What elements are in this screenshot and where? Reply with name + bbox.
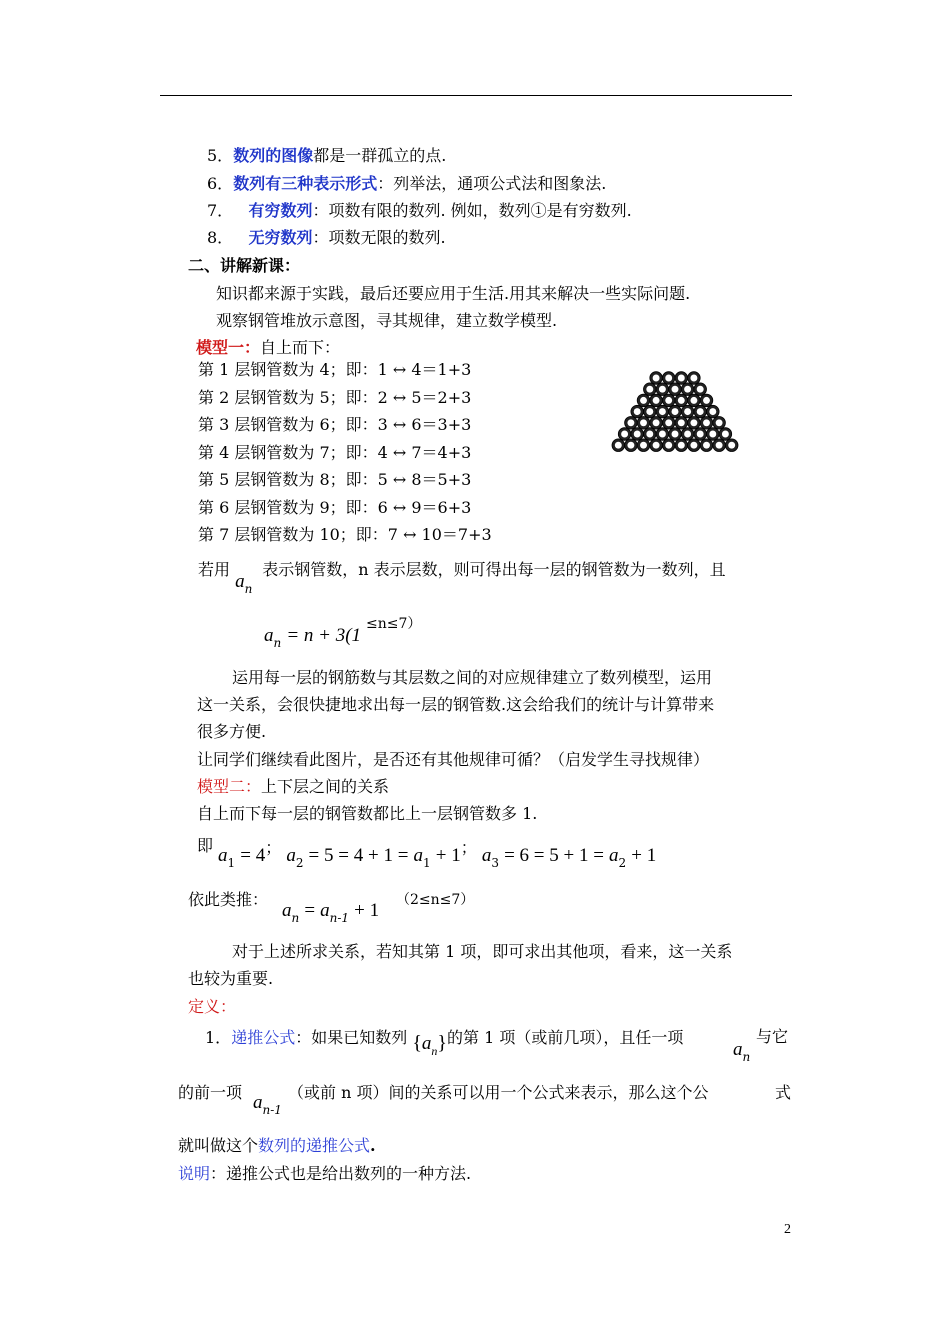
item-term: 有穷数列 [248, 201, 313, 220]
pipe-hole [684, 431, 691, 438]
model-two-desc: 自上而下每一层的钢管数都比上一层钢管数多 1. [197, 804, 538, 823]
def-a-n-1: $a_{n-1}$ [253, 1092, 282, 1117]
item-term: 无穷数列 [248, 228, 313, 247]
item-number: 5． [207, 146, 234, 165]
item-text: 都是一群孤立的点. [313, 146, 447, 165]
model-two-label-rest: 上下层之间的关系 [261, 777, 390, 796]
pipe-hole [672, 431, 679, 438]
symbol-a: a [421, 1033, 432, 1054]
item-term: 数列有三种表示形式 [233, 174, 378, 193]
page-number: 2 [784, 1222, 791, 1237]
pipe-hole [640, 442, 647, 449]
definition-line-1 [205, 1027, 684, 1058]
text: 表示钢管数，n 表示层数，则可得出每一层的钢管数为一数列，且 [262, 560, 726, 579]
symbol-a: a [282, 900, 292, 921]
pipe-hole [653, 375, 660, 382]
item-5 [207, 146, 446, 166]
pipe-hole [716, 442, 723, 449]
symbol-a: a [481, 845, 492, 866]
semicolon: ； [460, 838, 477, 857]
def-text-3: 与它 [756, 1027, 789, 1046]
model-one-para-3: 很多方便. [197, 722, 267, 741]
item-number: 8． [207, 228, 234, 247]
pipe-hole [627, 442, 634, 449]
pipe-hole [697, 408, 704, 415]
note-line [178, 1164, 471, 1184]
intro-line-2: 观察钢管堆放示意图，寻其规律，建立数学模型. [216, 311, 558, 330]
pipe-hole [659, 386, 666, 393]
recurrence-examples: $a_1 = 4$； $a_2 = 5 = 4 + 1 = a_1 + 1$； $a_3 = 6 = 5 + 1 = a_2 + 1$ [218, 838, 657, 870]
model-one-row: 第 1 层钢管数为 4；即：1 ↔ 4＝1+3 [198, 360, 472, 379]
model-one-row: 第 4 层钢管数为 7；即：4 ↔ 7＝4+3 [198, 443, 472, 462]
symbol-a: a [286, 845, 296, 866]
ji-label: 即 [197, 836, 214, 855]
section-title: 二、讲解新课： [188, 256, 301, 275]
pipe-hole [646, 408, 653, 415]
infer-label: 依此类推： [188, 890, 269, 909]
pipe-hole [672, 408, 679, 415]
symbol-a: a [320, 900, 330, 921]
pipe-hole [653, 419, 660, 426]
pipe-hole [653, 397, 660, 404]
text: ：如果已知数列 [295, 1028, 408, 1047]
symbol-a: a [264, 625, 274, 646]
text: 就叫做这个 [178, 1136, 259, 1155]
item-number: 6． [207, 174, 234, 193]
pipe-hole [678, 442, 685, 449]
pipe-hole [646, 431, 653, 438]
pipe-hole [697, 386, 704, 393]
definition-line-3 [178, 1136, 376, 1156]
symbol-sub-n: n [273, 636, 282, 650]
item-8 [207, 228, 446, 248]
plus-one: + 1 [354, 900, 380, 921]
formula-range: ≤n≤7） [366, 616, 422, 632]
model-one-heading [196, 338, 340, 358]
formula-rhs: = n + 3(1 [286, 625, 362, 646]
pipe-hole [703, 397, 710, 404]
pipe-hole [678, 419, 685, 426]
symbol-sub-n: n [244, 582, 253, 596]
model-one-para-1: 运用每一层的钢筋数与其层数之间的对应规律建立了数列模型，运用 [232, 668, 713, 687]
pipe-hole [665, 397, 672, 404]
pipe-hole [728, 442, 735, 449]
symbol-a: a [733, 1039, 743, 1060]
item-7 [207, 201, 632, 221]
pipe-hole [709, 431, 716, 438]
pipe-hole [621, 431, 628, 438]
item-text: ：列举法，通项公式法和图象法. [377, 174, 607, 193]
pipe-hole [665, 419, 672, 426]
period: . [370, 1136, 376, 1155]
pipe-hole [646, 386, 653, 393]
model-one-row: 第 7 层钢管数为 10；即：7 ↔ 10＝7+3 [198, 525, 492, 544]
infer-range: （2≤n≤7） [396, 892, 475, 908]
model-one-row: 第 3 层钢管数为 6；即：3 ↔ 6＝3+3 [198, 415, 472, 434]
model-one-label: 模型一： [196, 338, 261, 357]
model-one-use-line [198, 560, 726, 596]
pipe-hole [709, 408, 716, 415]
eq3: = 6 = 5 + 1 = [504, 845, 604, 866]
def-term-recursive: 数列的递推公式 [258, 1136, 371, 1155]
def-a-n [733, 1040, 750, 1067]
header-rule [160, 95, 792, 96]
pipe-hole [684, 386, 691, 393]
pipe-hole [653, 442, 660, 449]
pipe-hole [659, 408, 666, 415]
pipe-hole [678, 375, 685, 382]
pipe-hole [640, 397, 647, 404]
plus-one: + 1 [435, 845, 461, 866]
symbol-a: a [218, 845, 228, 866]
pipe-hole [634, 408, 641, 415]
symbol-a: a [235, 571, 245, 592]
note-label: 说明 [178, 1164, 211, 1183]
general-term-formula [264, 626, 361, 653]
question-line: 让同学们继续看此图片，是否还有其他规律可循？（启发学生寻找规律） [197, 750, 710, 769]
text: 的第 1 项（或前几项），且任一项 [447, 1028, 684, 1047]
pipe-hole [690, 442, 697, 449]
intro-line-1: 知识都来源于实践，最后还要应用于生活.用其来解决一些实际问题. [216, 284, 691, 303]
def-text-4: 的前一项 [178, 1083, 243, 1102]
pipe-hole [703, 442, 710, 449]
pipe-hole [659, 431, 666, 438]
pipe-hole [672, 386, 679, 393]
pipe-hole [634, 431, 641, 438]
pipe-hole [703, 419, 710, 426]
pipe-hole [665, 375, 672, 382]
symbol-a: a [609, 845, 619, 866]
model-two-label: 模型二： [197, 777, 262, 796]
def-text-5: （或前 n 项）间的关系可以用一个公式来表示，那么这个公 [288, 1083, 709, 1102]
definition-label: 定义： [188, 997, 237, 1016]
pipe-hole [716, 419, 723, 426]
pipe-hole [697, 431, 704, 438]
text: 若用 [198, 560, 231, 579]
item-text: ：项数有限的数列. 例如，数列①是有穷数列. [312, 201, 632, 220]
item-number: 7． [207, 201, 234, 220]
model-one-row: 第 2 层钢管数为 5；即：2 ↔ 5＝2+3 [198, 388, 472, 407]
pipe-stack-figure [605, 370, 745, 456]
eq1: = 4 [240, 845, 266, 866]
pipe-hole [722, 431, 729, 438]
pipe-hole [690, 375, 697, 382]
symbol-a: a [253, 1092, 263, 1113]
item-text: ：项数无限的数列. [312, 228, 446, 247]
model-one-label-rest: 自上而下： [260, 338, 341, 357]
symbol-sub-n: n [431, 1044, 438, 1058]
pipe-hole [615, 442, 622, 449]
pipe-hole [627, 419, 634, 426]
model-one-para-2: 这一关系，会很快捷地求出每一层的钢管数.这会给我们的统计与计算带来 [197, 695, 715, 714]
pipe-hole [690, 419, 697, 426]
def-number: 1． [205, 1028, 232, 1047]
item-6 [207, 174, 606, 194]
model-two-para-2: 也较为重要. [188, 969, 274, 988]
model-one-row: 第 6 层钢管数为 9；即：6 ↔ 9＝6+3 [198, 498, 472, 517]
model-two-para-1: 对于上述所求关系，若知其第 1 项，即可求出其他项，看来，这一关系 [232, 942, 733, 961]
def-term: 递推公式 [231, 1028, 296, 1047]
a-n-symbol [235, 572, 257, 599]
model-one-row: 第 5 层钢管数为 8；即：5 ↔ 8＝5+3 [198, 470, 472, 489]
semicolon: ； [265, 838, 282, 857]
pipe-hole [690, 397, 697, 404]
recurrence-formula: $a_n = a_{n-1} + 1$ [282, 900, 380, 925]
symbol-sub-n: n [742, 1050, 751, 1064]
def-text-6: 式 [775, 1083, 792, 1102]
plus-one: + 1 [631, 845, 657, 866]
model-two-heading [197, 777, 389, 797]
note-text: ：递推公式也是给出数列的一种方法. [210, 1164, 472, 1183]
eq2: = 5 = 4 + 1 = [308, 845, 409, 866]
pipe-hole [684, 408, 691, 415]
item-term: 数列的图像 [233, 146, 314, 165]
pipe-hole [678, 397, 685, 404]
pipe-hole [665, 442, 672, 449]
symbol-sub-n: n [291, 911, 300, 925]
symbol-a: a [413, 845, 424, 866]
pipe-hole [640, 419, 647, 426]
sequence-braces: $\{a_n\}$ [412, 1032, 448, 1058]
